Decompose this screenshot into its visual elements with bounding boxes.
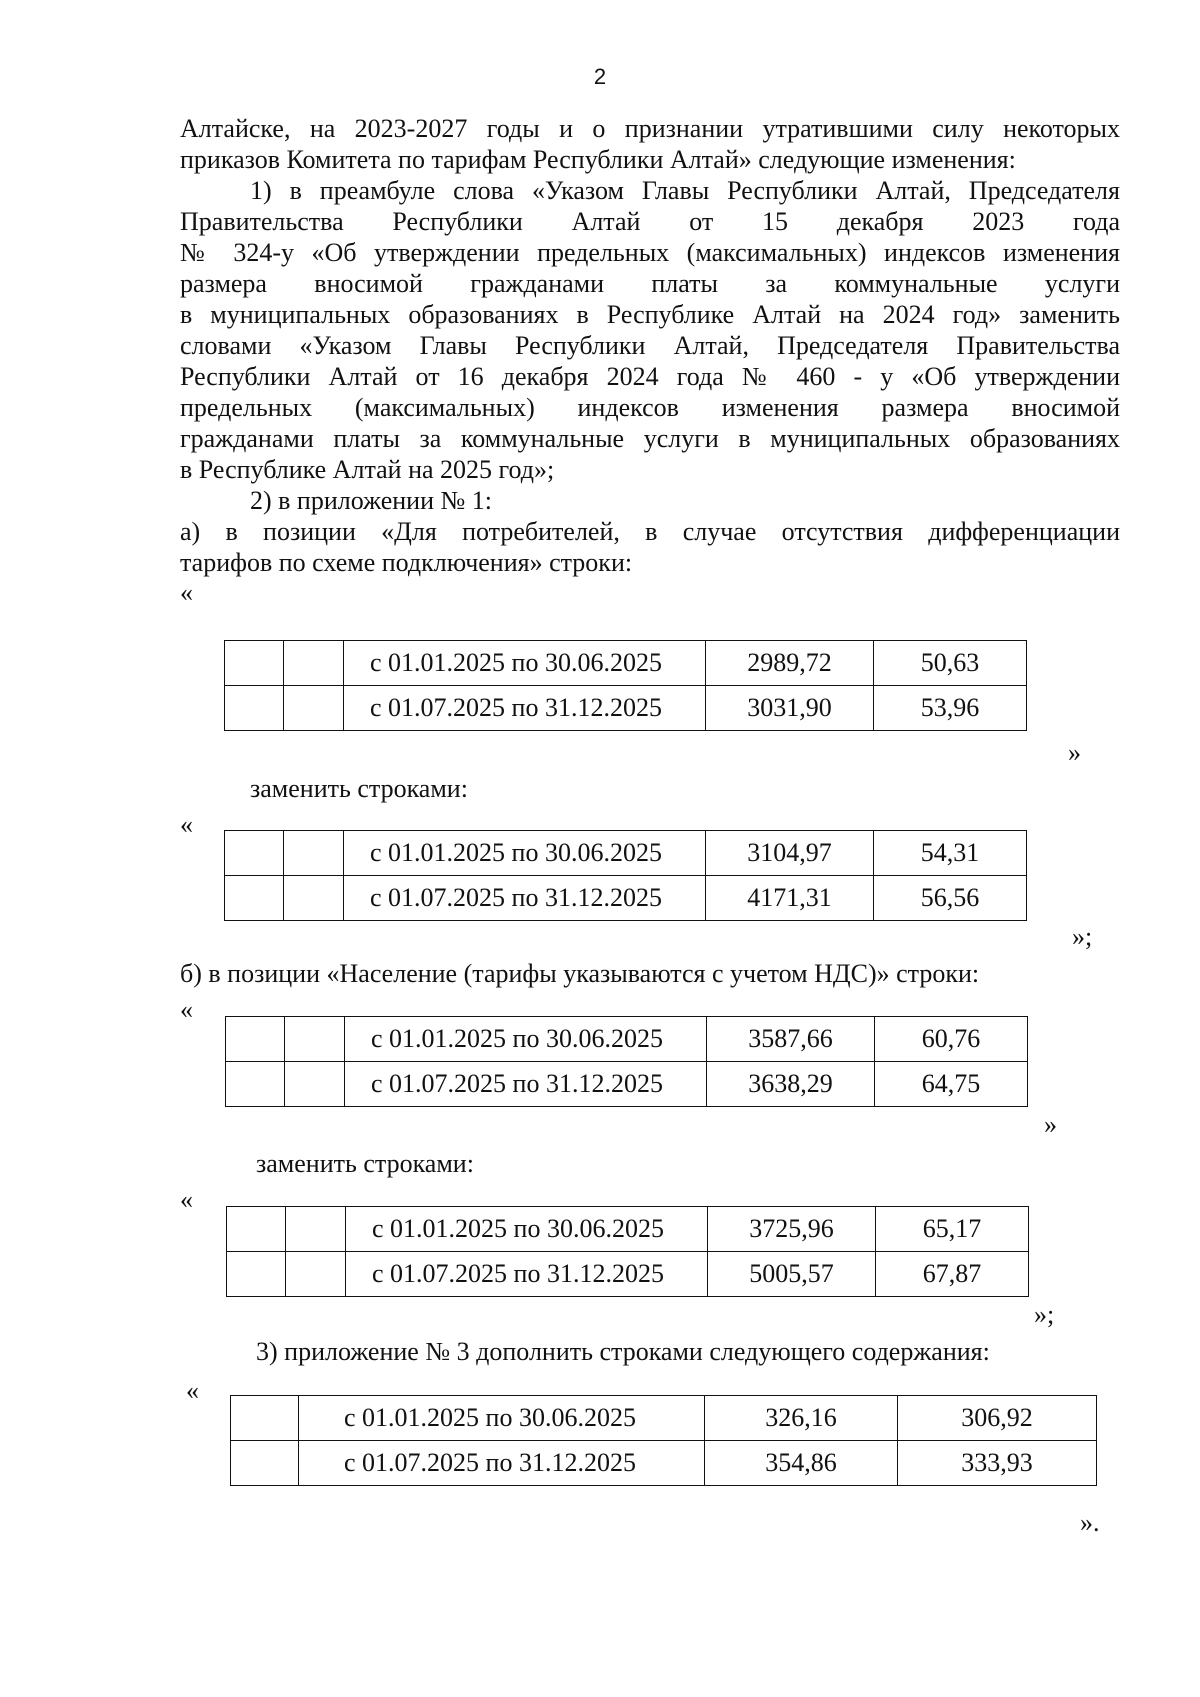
- period-cell: с 01.07.2025 по 31.12.2025: [299, 1441, 705, 1486]
- value-cell: 3104,97: [706, 831, 874, 876]
- empty-cell: [286, 1252, 346, 1297]
- empty-cell: [227, 1252, 286, 1297]
- item1-line-2: Правительства Республики Алтай от 15 декабря 2023 года: [180, 207, 1120, 236]
- table-row: [225, 876, 1027, 921]
- tariff-table-3: [225, 1016, 1028, 1107]
- value-cell: 64,75: [875, 1062, 1028, 1107]
- empty-cell: [284, 686, 344, 731]
- item1-line-10: в Республике Алтай на 2025 год»;: [180, 455, 555, 484]
- value-cell: 3587,66: [707, 1017, 875, 1062]
- value-cell: 54,31: [874, 831, 1027, 876]
- table-row: [226, 1017, 1028, 1062]
- empty-cell: [227, 1207, 286, 1252]
- item2a-line-2: тарифов по схеме подключения» строки:: [180, 548, 633, 577]
- item2b-line: б) в позиции «Население (тарифы указываются с учетом НДС)» строки:: [180, 959, 980, 988]
- empty-cell: [284, 831, 344, 876]
- tariff-table-1: [224, 640, 1027, 731]
- tariff-table-4: [226, 1206, 1029, 1297]
- table-row: [231, 1396, 1097, 1441]
- tariff-table-2: [224, 830, 1027, 921]
- table-row: [231, 1441, 1097, 1486]
- table-row: [227, 1207, 1029, 1252]
- empty-cell: [284, 641, 344, 686]
- empty-cell: [225, 686, 284, 731]
- value-cell: 354,86: [705, 1441, 898, 1486]
- table-row: [225, 641, 1027, 686]
- item2-heading: 2) в приложении № 1:: [250, 486, 493, 515]
- value-cell: 60,76: [875, 1017, 1028, 1062]
- period-cell: с 01.07.2025 по 31.12.2025: [345, 1062, 707, 1107]
- close-quote-period: ».: [1080, 1508, 1100, 1537]
- value-cell: 53,96: [874, 686, 1027, 731]
- item1-line-8: предельных (максимальных) индексов изменения размера вносимой: [180, 393, 1120, 422]
- open-quote: «: [186, 1376, 199, 1405]
- empty-cell: [231, 1396, 299, 1441]
- item2a-line-1: а) в позиции «Для потребителей, в случае отсутствия дифференциации: [180, 517, 1120, 546]
- value-cell: 3638,29: [707, 1062, 875, 1107]
- period-cell: с 01.01.2025 по 30.06.2025: [344, 831, 706, 876]
- value-cell: 333,93: [898, 1441, 1097, 1486]
- open-quote: «: [180, 1185, 193, 1214]
- empty-cell: [285, 1017, 345, 1062]
- intro-line-2: приказов Комитета по тарифам Республики Алтай» следующие изменения:: [180, 145, 1016, 174]
- table-row: [225, 686, 1027, 731]
- value-cell: 2989,72: [706, 641, 874, 686]
- replace-label-1: заменить строками:: [250, 774, 468, 803]
- close-quote-semicolon: »;: [1072, 922, 1093, 951]
- value-cell: 306,92: [898, 1396, 1097, 1441]
- page-number: 2: [593, 64, 607, 89]
- tariff-table-5: [230, 1395, 1097, 1486]
- empty-cell: [285, 1062, 345, 1107]
- item3-line: 3) приложение № 3 дополнить строками следующего содержания:: [256, 1337, 990, 1366]
- open-quote: «: [180, 995, 193, 1024]
- value-cell: 50,63: [874, 641, 1027, 686]
- open-quote: «: [180, 810, 193, 839]
- empty-cell: [226, 1017, 285, 1062]
- value-cell: 65,17: [876, 1207, 1029, 1252]
- value-cell: 56,56: [874, 876, 1027, 921]
- close-quote-semicolon: »;: [1034, 1300, 1055, 1329]
- value-cell: 67,87: [876, 1252, 1029, 1297]
- value-cell: 4171,31: [706, 876, 874, 921]
- intro-line-1: Алтайске, на 2023-2027 годы и о признании утратившими силу некоторых: [180, 114, 1120, 143]
- period-cell: с 01.01.2025 по 30.06.2025: [299, 1396, 705, 1441]
- item1-line-7: Республики Алтай от 16 декабря 2024 года № 460 - у «Об утверждении: [180, 362, 1120, 391]
- close-quote: »: [1068, 738, 1081, 767]
- value-cell: 5005,57: [708, 1252, 876, 1297]
- open-quote: «: [180, 578, 193, 607]
- empty-cell: [284, 876, 344, 921]
- item1-line-1: 1) в преамбуле слова «Указом Главы Республики Алтай, Председателя: [250, 176, 1120, 205]
- period-cell: с 01.07.2025 по 31.12.2025: [346, 1252, 708, 1297]
- item1-line-9: гражданами платы за коммунальные услуги в муниципальных образованиях: [180, 424, 1120, 453]
- value-cell: 3725,96: [708, 1207, 876, 1252]
- period-cell: с 01.07.2025 по 31.12.2025: [344, 876, 706, 921]
- item1-line-5: в муниципальных образованиях в Республике Алтай на 2024 год» заменить: [180, 300, 1120, 329]
- period-cell: с 01.01.2025 по 30.06.2025: [344, 641, 706, 686]
- table-row: [226, 1062, 1028, 1107]
- empty-cell: [225, 831, 284, 876]
- period-cell: с 01.01.2025 по 30.06.2025: [345, 1017, 707, 1062]
- close-quote: »: [1044, 1110, 1057, 1139]
- empty-cell: [286, 1207, 346, 1252]
- empty-cell: [226, 1062, 285, 1107]
- item1-line-4: размера вносимой гражданами платы за коммунальные услуги: [180, 269, 1120, 298]
- empty-cell: [225, 876, 284, 921]
- item1-line-6: словами «Указом Главы Республики Алтай, Председателя Правительства: [180, 331, 1120, 360]
- empty-cell: [225, 641, 284, 686]
- item1-line-3: № 324-у «Об утверждении предельных (максимальных) индексов изменения: [180, 238, 1120, 267]
- period-cell: с 01.01.2025 по 30.06.2025: [346, 1207, 708, 1252]
- empty-cell: [231, 1441, 299, 1486]
- table-row: [225, 831, 1027, 876]
- period-cell: с 01.07.2025 по 31.12.2025: [344, 686, 706, 731]
- value-cell: 326,16: [705, 1396, 898, 1441]
- value-cell: 3031,90: [706, 686, 874, 731]
- replace-label-2: заменить строками:: [256, 1149, 474, 1178]
- table-row: [227, 1252, 1029, 1297]
